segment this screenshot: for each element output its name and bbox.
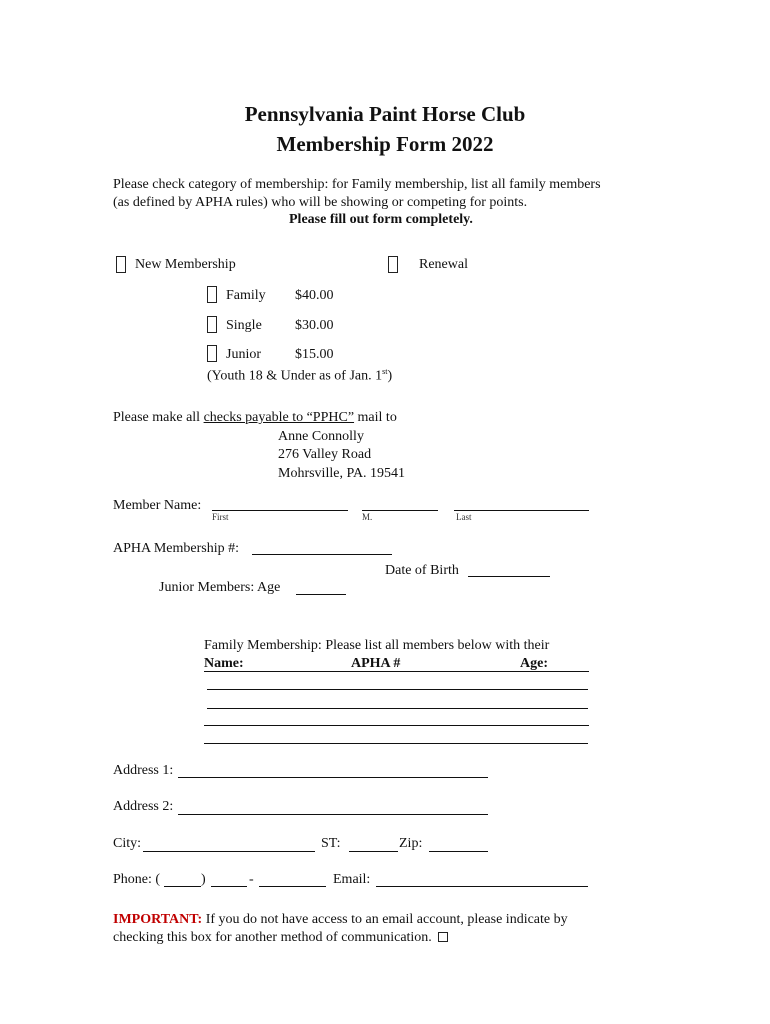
junior-checkbox[interactable] bbox=[207, 345, 217, 362]
important-note-line2 bbox=[113, 930, 448, 946]
junior-note-suffix: ) bbox=[387, 368, 393, 384]
form-title-line2: Membership Form 2022 bbox=[276, 132, 494, 156]
state-field[interactable] bbox=[349, 851, 398, 852]
alt-communication-checkbox[interactable] bbox=[438, 932, 448, 942]
family-member-row[interactable] bbox=[204, 743, 588, 744]
mail-address-name: Anne Connolly bbox=[278, 429, 364, 444]
address2-field[interactable] bbox=[178, 814, 488, 815]
payment-instruction bbox=[113, 410, 397, 426]
new-membership-label: New Membership bbox=[135, 257, 236, 272]
family-member-row[interactable] bbox=[207, 689, 588, 690]
address1-field[interactable] bbox=[178, 777, 488, 778]
important-note-line1 bbox=[113, 912, 568, 928]
intro-line1: Please check category of membership: for Family membership, list all family members bbox=[113, 177, 601, 192]
new-membership-checkbox[interactable] bbox=[116, 256, 126, 273]
junior-note-prefix: (Youth 18 & Under as of Jan. 1 bbox=[207, 368, 383, 384]
junior-age-note bbox=[207, 367, 392, 385]
middle-caption: M. bbox=[362, 512, 373, 522]
address1-label: Address 1: bbox=[113, 763, 174, 778]
important-text1: If you do not have access to an email account, please indicate by bbox=[202, 912, 568, 927]
phone-dash: - bbox=[249, 872, 254, 887]
middle-initial-field[interactable] bbox=[362, 510, 438, 511]
family-col-name: Name: bbox=[204, 656, 244, 671]
phone-line-field[interactable] bbox=[259, 886, 326, 887]
family-list-heading: Family Membership: Please list all members below with their bbox=[204, 638, 550, 653]
single-label: Single bbox=[226, 318, 262, 333]
family-member-row[interactable] bbox=[207, 708, 588, 709]
apha-number-field[interactable] bbox=[252, 554, 392, 555]
member-name-label: Member Name: bbox=[113, 498, 202, 513]
first-name-field[interactable] bbox=[212, 510, 348, 511]
email-label: Email: bbox=[333, 872, 371, 887]
family-header-underline bbox=[204, 671, 589, 672]
family-checkbox[interactable] bbox=[207, 286, 217, 303]
form-title-line1: Pennsylvania Paint Horse Club bbox=[244, 102, 526, 126]
zip-label: Zip: bbox=[399, 836, 423, 851]
single-checkbox[interactable] bbox=[207, 316, 217, 333]
email-field[interactable] bbox=[376, 886, 588, 887]
important-text2: checking this box for another method of communication. bbox=[113, 930, 432, 945]
intro-fill-note: Please fill out form completely. bbox=[289, 212, 473, 227]
payment-prefix: Please make all bbox=[113, 410, 204, 425]
junior-age-field[interactable] bbox=[296, 594, 346, 595]
family-member-row[interactable] bbox=[204, 725, 589, 726]
phone-label: Phone: ( bbox=[113, 872, 161, 887]
state-label: ST: bbox=[321, 836, 341, 851]
city-field[interactable] bbox=[143, 851, 315, 852]
junior-price: $15.00 bbox=[295, 347, 334, 362]
last-caption: Last bbox=[456, 512, 472, 522]
first-caption: First bbox=[212, 512, 229, 522]
phone-prefix-field[interactable] bbox=[211, 886, 247, 887]
mail-address-street: 276 Valley Road bbox=[278, 447, 372, 462]
important-label: IMPORTANT: bbox=[113, 912, 203, 927]
mail-address-city: Mohrsville, PA. 19541 bbox=[278, 466, 406, 481]
apha-number-label: APHA Membership #: bbox=[113, 541, 239, 556]
renewal-checkbox[interactable] bbox=[388, 256, 398, 273]
zip-field[interactable] bbox=[429, 851, 488, 852]
phone-close-paren: ) bbox=[201, 872, 206, 887]
family-col-age: Age: bbox=[520, 656, 548, 671]
family-price: $40.00 bbox=[295, 288, 334, 303]
dob-label: Date of Birth bbox=[385, 563, 459, 578]
renewal-label: Renewal bbox=[419, 257, 468, 272]
family-col-apha: APHA # bbox=[351, 656, 401, 671]
junior-note-sup: st bbox=[382, 367, 388, 376]
intro-line2: (as defined by APHA rules) who will be showing or competing for points. bbox=[113, 195, 528, 210]
phone-area-code-field[interactable] bbox=[164, 886, 201, 887]
junior-label: Junior bbox=[226, 347, 261, 362]
city-label: City: bbox=[113, 836, 142, 851]
junior-age-label: Junior Members: Age bbox=[159, 580, 281, 595]
address2-label: Address 2: bbox=[113, 799, 174, 814]
dob-field[interactable] bbox=[468, 576, 550, 577]
last-name-field[interactable] bbox=[454, 510, 589, 511]
payment-suffix: mail to bbox=[354, 410, 397, 425]
family-label: Family bbox=[226, 288, 266, 303]
payment-payee: checks payable to “PPHC” bbox=[203, 410, 355, 425]
single-price: $30.00 bbox=[295, 318, 334, 333]
